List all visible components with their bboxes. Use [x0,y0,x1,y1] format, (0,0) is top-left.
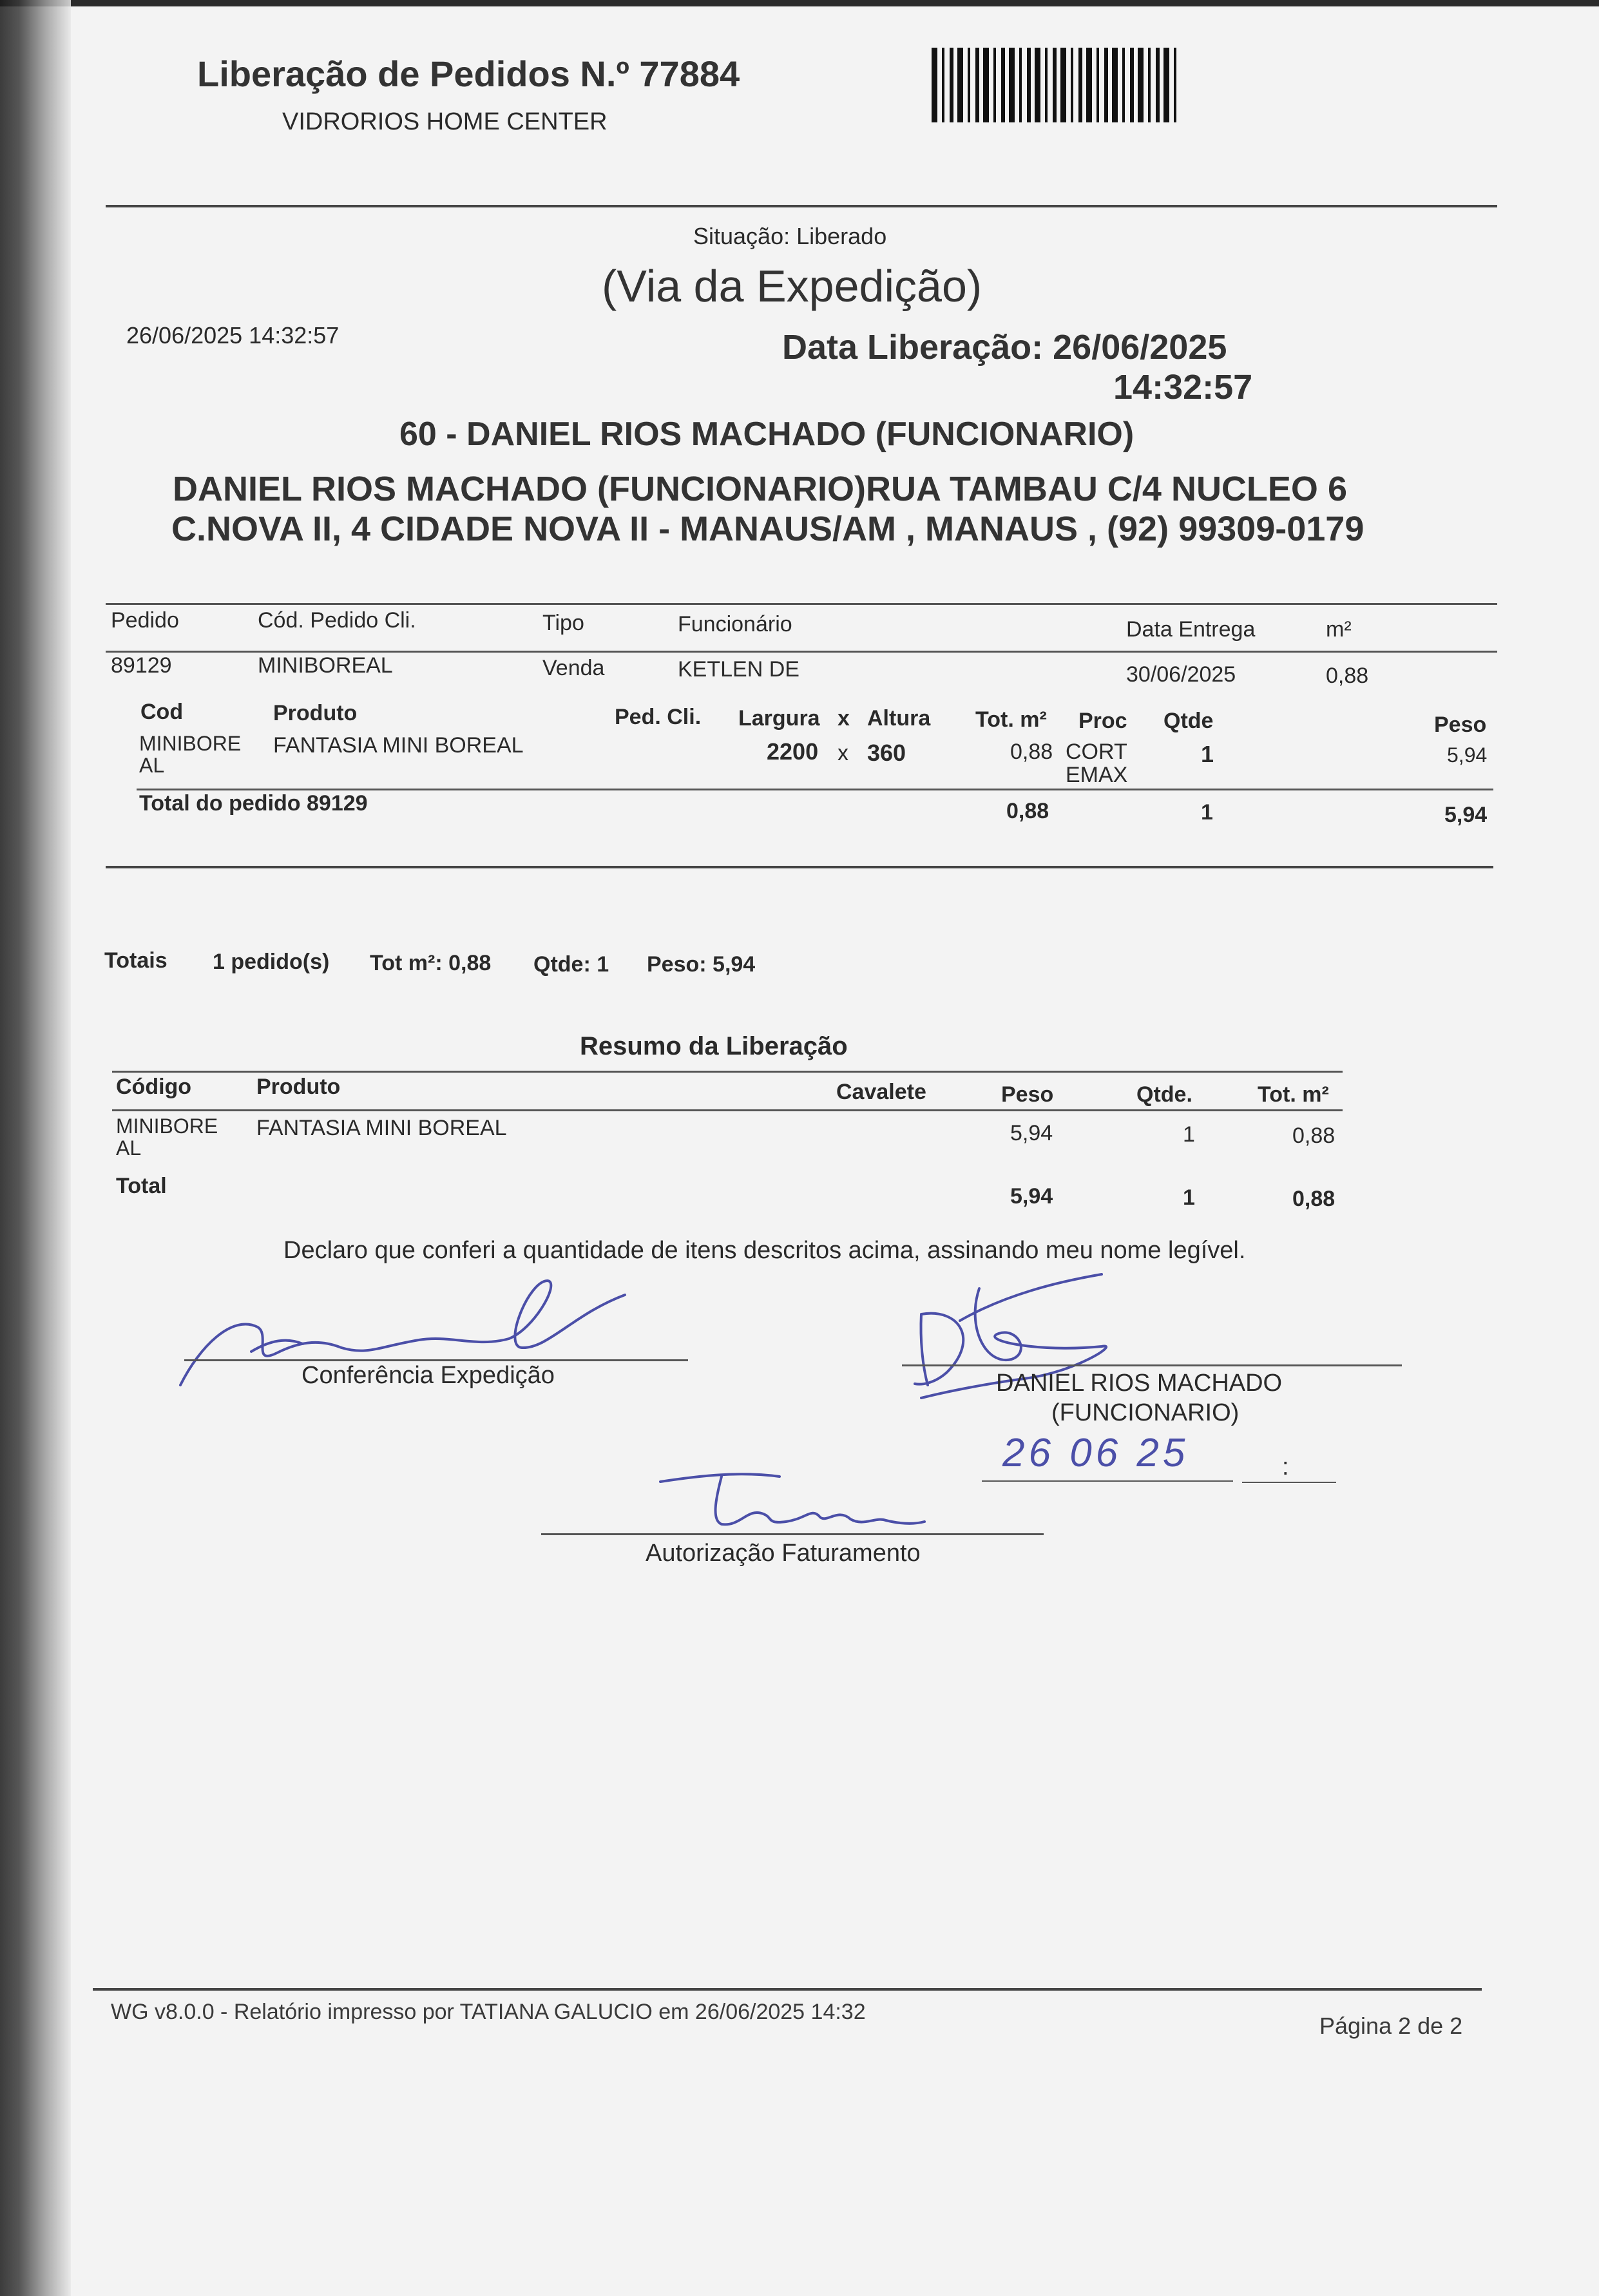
col-proc: Proc [1078,709,1127,733]
item-cod-1: MINIBORE [139,732,242,755]
item-largura: 2200 [767,738,819,765]
resumo-produto: FANTASIA MINI BOREAL [256,1116,507,1140]
page-number: Página 2 de 2 [1319,2013,1463,2039]
resumo-total-qtde: 1 [1183,1185,1195,1210]
autorizacao-line [541,1533,1044,1535]
divider-header [106,205,1497,207]
signature-autorizacao [651,1462,928,1533]
item-cod-2: AL [139,754,165,777]
item-peso: 5,94 [1447,743,1488,767]
print-datetime: 26/06/2025 14:32:57 [126,322,340,349]
col-largura: Largura [738,706,820,731]
resumo-header-rule [112,1109,1343,1111]
pedido-numero: 89129 [111,653,172,678]
resumo-total-peso: 5,94 [1010,1184,1053,1209]
col-ped-cli: Ped. Cli. [615,705,702,729]
company-name: VIDRORIOS HOME CENTER [282,108,608,135]
resumo-col-peso: Peso [1001,1082,1054,1107]
totais-label: Totais [104,948,168,973]
data-liberacao: Data Liberação: 26/06/2025 [782,328,1227,367]
resumo-total-m2: 0,88 [1292,1187,1336,1211]
tipo: Venda [542,656,605,680]
hora-liberacao: 14:32:57 [1113,368,1253,407]
item-altura: 360 [867,740,906,766]
col-qtde: Qtde [1163,709,1214,733]
item-proc-2: EMAX [1066,763,1128,787]
col-tipo: Tipo [542,611,584,635]
document-title: Liberação de Pedidos N.º 77884 [197,53,740,94]
totais-peso: Peso: 5,94 [647,952,756,977]
resumo-col-qtde: Qtde. [1136,1082,1192,1107]
col-x: x [838,706,850,731]
resumo-top-rule [112,1071,1343,1073]
cliente-nome: 60 - DANIEL RIOS MACHADO (FUNCIONARIO) [399,416,1135,453]
item-proc-1: CORT [1066,740,1127,764]
col-cod-pedido-cli: Cód. Pedido Cli. [258,608,416,633]
col-tot-m2: Tot. m² [975,707,1047,732]
pedido-table-header-rule [106,651,1497,653]
resumo-col-cavalete: Cavalete [836,1080,926,1104]
cliente-signature-line [902,1364,1402,1366]
totais-qtde: Qtde: 1 [533,952,609,977]
item-x: x [838,741,848,765]
total-pedido-peso: 5,94 [1444,803,1488,827]
resumo-qtde: 1 [1183,1122,1195,1147]
col-peso: Peso [1434,713,1487,737]
item-qtde: 1 [1201,741,1214,767]
col-data-entrega: Data Entrega [1126,617,1256,642]
pedido-table-top-rule [106,603,1497,605]
itens-total-rule [137,789,1493,790]
total-pedido-m2: 0,88 [1006,799,1049,823]
resumo-title: Resumo da Liberação [580,1032,848,1060]
declaracao-text: Declaro que conferi a quantidade de itens descritos acima, assinando meu nome legível. [283,1237,1246,1264]
autorizacao-label: Autorização Faturamento [646,1540,921,1567]
data-line [982,1480,1233,1482]
col-funcionario: Funcionário [678,612,792,636]
resumo-codigo-1: MINIBORE [116,1115,218,1138]
resumo-peso: 5,94 [1010,1121,1053,1145]
scan-left-edge [0,0,71,2296]
footer-divider [93,1988,1482,1991]
scan-top-edge [0,0,1599,6]
hora-line [1242,1482,1336,1483]
footer-report-info: WG v8.0.0 - Relatório impresso por TATIANA GALUCIO em 26/06/2025 14:32 [111,2000,866,2024]
barcode [932,48,1176,122]
col-produto: Produto [273,701,358,725]
m2-valor: 0,88 [1326,664,1369,688]
resumo-total-label: Total [116,1174,167,1198]
total-pedido-qtde: 1 [1201,800,1213,825]
resumo-codigo-2: AL [116,1136,142,1160]
cod-pedido-cli: MINIBOREAL [258,653,393,678]
divider-itens [106,866,1493,868]
situacao: Situação: Liberado [693,223,887,249]
conferencia-label: Conferência Expedição [302,1362,555,1389]
endereco-linha-1: DANIEL RIOS MACHADO (FUNCIONARIO)RUA TAMBAU C/4 NUCLEO 6 [173,470,1347,508]
col-cod: Cod [140,700,184,724]
totais-m2: Tot m²: 0,88 [370,951,492,975]
resumo-tot-m2: 0,88 [1292,1124,1336,1148]
endereco-linha-2: C.NOVA II, 4 CIDADE NOVA II - MANAUS/AM , MANAUS , (92) 99309-0179 [171,510,1364,548]
via-label: (Via da Expedição) [602,261,982,311]
resumo-col-tot-m2: Tot. m² [1258,1082,1329,1107]
data-entrega: 30/06/2025 [1126,662,1236,687]
col-altura: Altura [867,706,931,731]
data-manuscrita: 26 06 25 [1002,1431,1189,1475]
cliente-nome-assinatura: DANIEL RIOS MACHADO [996,1370,1283,1397]
item-tot-m2: 0,88 [1010,740,1053,764]
hora-placeholder: : [1282,1453,1289,1480]
totais-pedidos: 1 pedido(s) [213,950,330,974]
conferencia-line [184,1359,688,1361]
total-pedido-label: Total do pedido 89129 [139,791,368,816]
funcionario: KETLEN DE [678,657,800,682]
col-pedido: Pedido [111,608,179,633]
col-m2: m² [1326,617,1352,642]
cliente-funcao-assinatura: (FUNCIONARIO) [1051,1399,1240,1426]
item-produto: FANTASIA MINI BOREAL [273,733,524,758]
resumo-col-codigo: Código [116,1075,192,1099]
resumo-col-produto: Produto [256,1075,341,1099]
